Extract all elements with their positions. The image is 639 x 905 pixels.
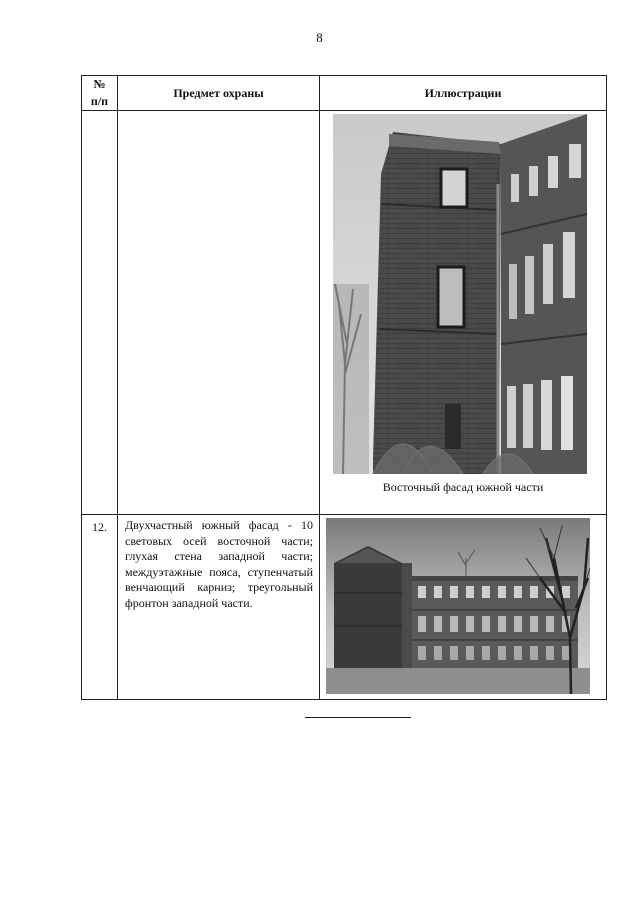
table-row [82, 111, 607, 515]
header-illustrations: Иллюстрации [320, 76, 607, 111]
header-number [82, 76, 118, 111]
end-of-page-rule [305, 717, 411, 718]
header-subject: Предмет охраны [118, 76, 320, 111]
row-number [82, 111, 118, 515]
header-number-symbol: № [93, 77, 106, 91]
table-header-row [82, 76, 607, 111]
table-row [82, 515, 607, 700]
header-number-abbr: п/п [90, 94, 109, 108]
row-illustration [320, 515, 607, 700]
row-number: 12. [82, 515, 118, 700]
heritage-table [81, 75, 607, 700]
south-facade-photo [326, 518, 590, 694]
row-subject [118, 111, 320, 515]
east-facade-photo [333, 114, 587, 474]
row-illustration [320, 111, 607, 515]
photo-caption: Восточный фасад южной части [382, 480, 544, 494]
row-subject: Двухчастный южный фасад - 10 световых осей восточной части; глухая стена западной части; междуэтажные пояса, ступенчатый венчающий карниз; треугольный фронтон западной части. [118, 515, 320, 700]
page-number: 8 [316, 30, 323, 45]
